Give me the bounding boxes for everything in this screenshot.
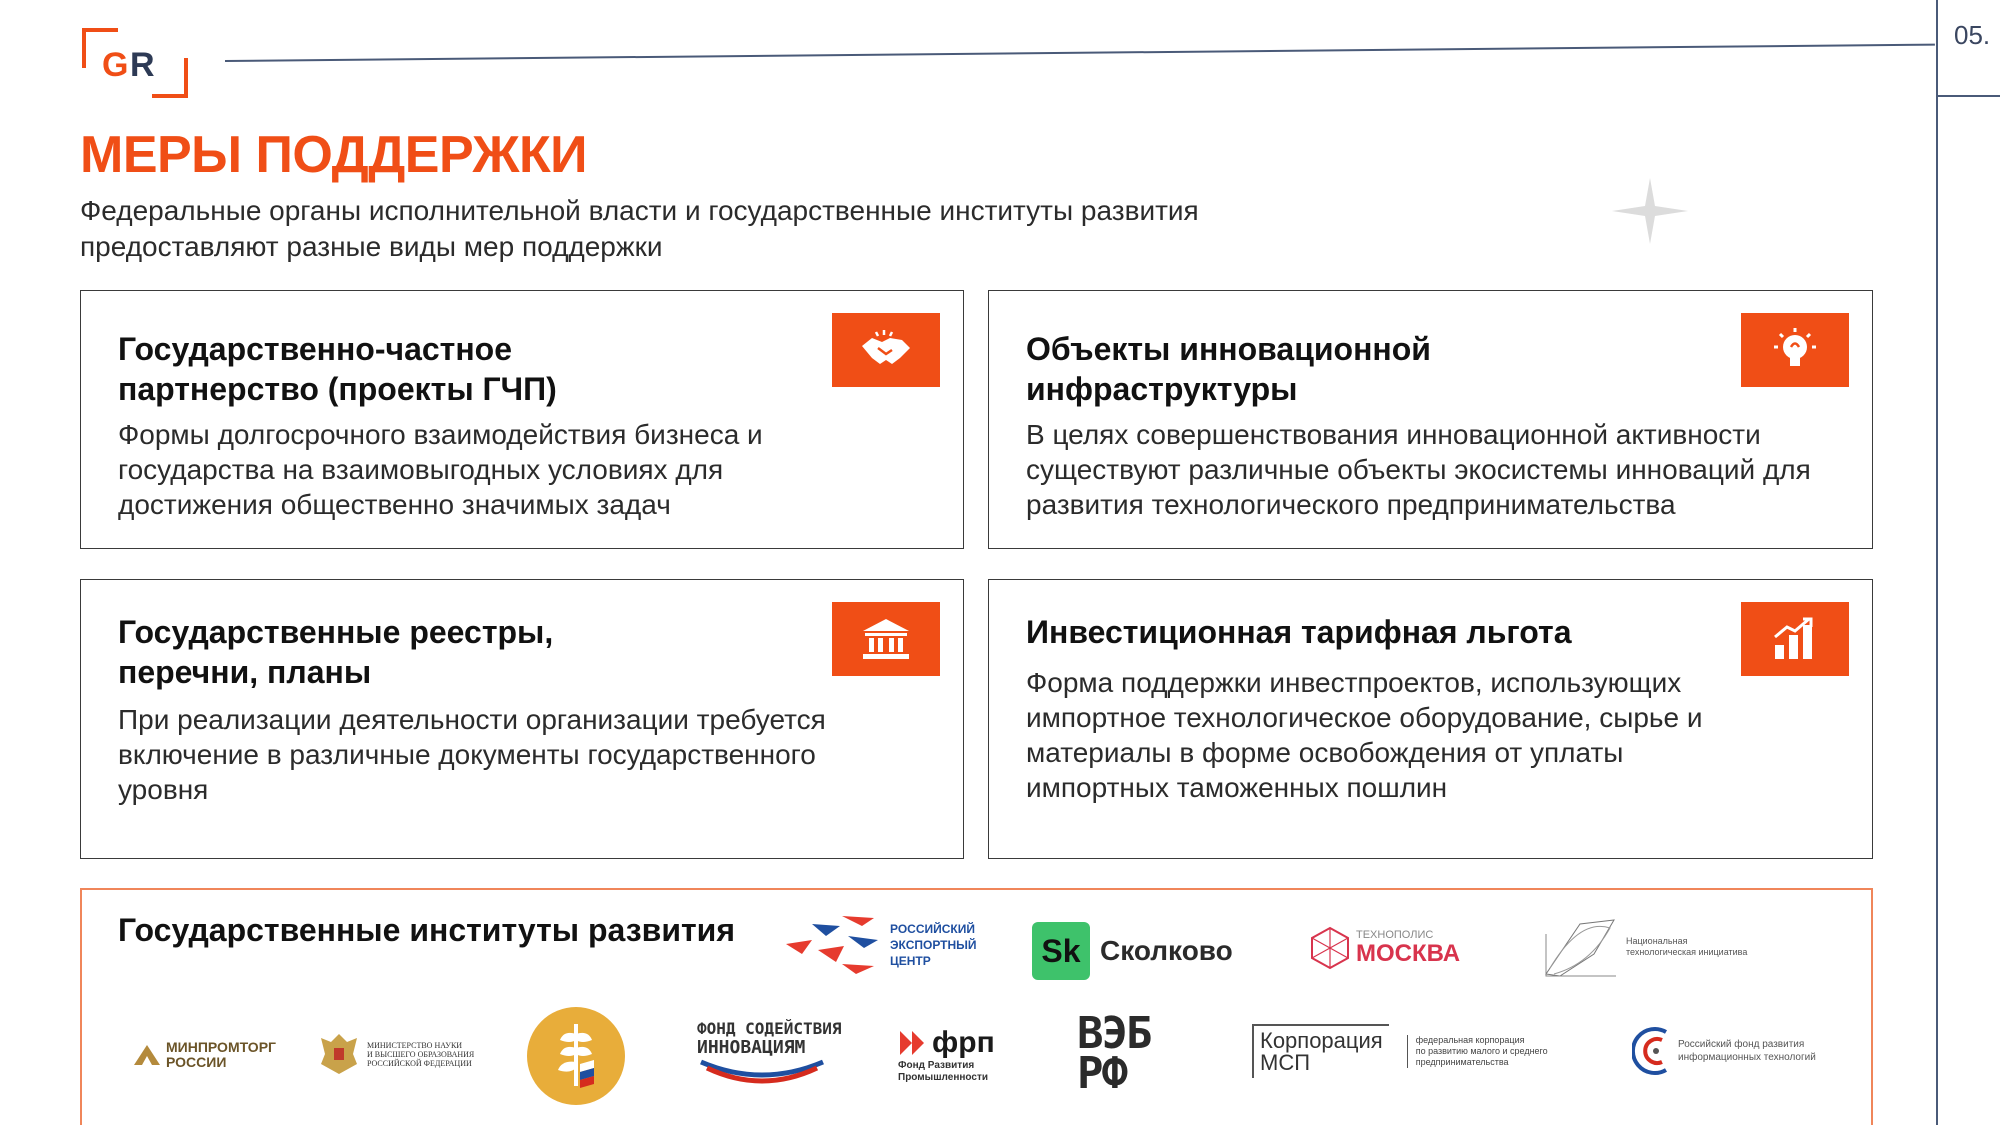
svg-text:G: G: [102, 46, 129, 84]
card-title: Объекты инновационной инфраструктуры: [1026, 331, 1431, 407]
coat-of-arms-icon: [317, 1030, 361, 1078]
frp-logo: фрп Фонд Развития Промышленности: [898, 1026, 995, 1083]
government-building-icon: [861, 617, 911, 661]
nti-mark-icon: [1540, 914, 1620, 980]
growth-chart-icon: [1771, 617, 1819, 661]
card-ppp: [80, 290, 964, 549]
card-text: Формы долгосрочного взаимодействия бизнеса и государства на взаимовыгодных условиях для достижения общественно значимых задач: [118, 419, 763, 520]
handshake-icon: [858, 328, 914, 372]
wheat-emblem-icon: [526, 1006, 626, 1106]
card-icon-box: [832, 313, 940, 387]
card-text: В целях совершенствования инновационной активности существуют различные объекты экосистемы инноваций для развития технологического предпринимательства: [1026, 419, 1811, 520]
rec-mark-icon: [782, 914, 882, 976]
nti-logo: Национальная технологическая инициатива: [1540, 914, 1747, 980]
card-icon-box: [832, 602, 940, 676]
agriculture-emblem-logo: [526, 1006, 626, 1106]
card-title: Государственно-частное партнерство (проекты ГЧП): [118, 331, 557, 407]
frp-arrow-icon: [898, 1029, 928, 1057]
page-subtitle: Федеральные органы исполнительной власти и государственные институты развития предоставляют разные виды мер поддержки: [80, 195, 1199, 262]
technopolis-moscow-logo: ТЕХНОПОЛИС МОСКВА: [1310, 926, 1460, 970]
card-state-registers: [80, 579, 964, 859]
card-title: Государственные реестры, перечни, планы: [118, 614, 554, 690]
ministry-science-logo: МИНИСТЕРСТВО НАУКИ И ВЫСШЕГО ОБРАЗОВАНИЯ РОССИЙСКОЙ ФЕДЕРАЦИИ: [317, 1030, 474, 1078]
polygon-mark-icon: [1310, 926, 1350, 970]
fsi-logo: ФОНД СОДЕЙСТВИЯ ИННОВАЦИЯМ: [697, 1020, 842, 1086]
fsi-wave-icon: [697, 1058, 827, 1086]
page-number: 05.: [1954, 20, 1991, 50]
page-title: МЕРЫ ПОДДЕРЖКИ: [80, 126, 588, 184]
minpromtorg-logo: МИНПРОМТОРГ РОССИИ: [132, 1040, 276, 1070]
header-divider: [225, 44, 1935, 62]
development-institutions-panel: [80, 888, 1873, 1125]
corporation-msp-logo: Корпорация МСП федеральная корпорация по развитию малого и среднего предпринимательства: [1252, 1024, 1548, 1078]
sparkle-icon: [1610, 176, 1690, 246]
card-innovation-infrastructure: [988, 290, 1873, 549]
veb-rf-logo: ВЭБ РФ: [1077, 1008, 1151, 1099]
rfrit-mark-icon: [1632, 1026, 1672, 1076]
card-icon-box: [1741, 313, 1849, 387]
card-icon-box: [1741, 602, 1849, 676]
card-text: При реализации деятельности организации требуется включение в различные документы государственного уровня: [118, 704, 826, 805]
card-title: Инвестиционная тарифная льгота: [1026, 614, 1572, 650]
page-number-rule: [1936, 95, 2000, 97]
card-text: Форма поддержки инвестпроектов, использующих импортное технологическое оборудование, сырье и материалы в форме освобождения от уплаты импортных таможенных пошлин: [1026, 667, 1703, 803]
right-vertical-rule: [1936, 0, 1938, 1125]
card-investment-tariff: [988, 579, 1873, 859]
svg-text:R: R: [130, 46, 155, 84]
rec-logo: РОССИЙСКИЙ ЭКСПОРТНЫЙ ЦЕНТР: [782, 914, 977, 976]
rfrit-logo: Российский фонд развития информационных технологий: [1632, 1026, 1816, 1076]
gr-logo: [80, 28, 190, 98]
minpromtorg-mark-icon: [132, 1043, 162, 1067]
institutions-title: Государственные институты развития: [118, 912, 735, 948]
lightbulb-icon: [1770, 325, 1820, 375]
skolkovo-logo: Sk Сколково: [1032, 922, 1233, 980]
